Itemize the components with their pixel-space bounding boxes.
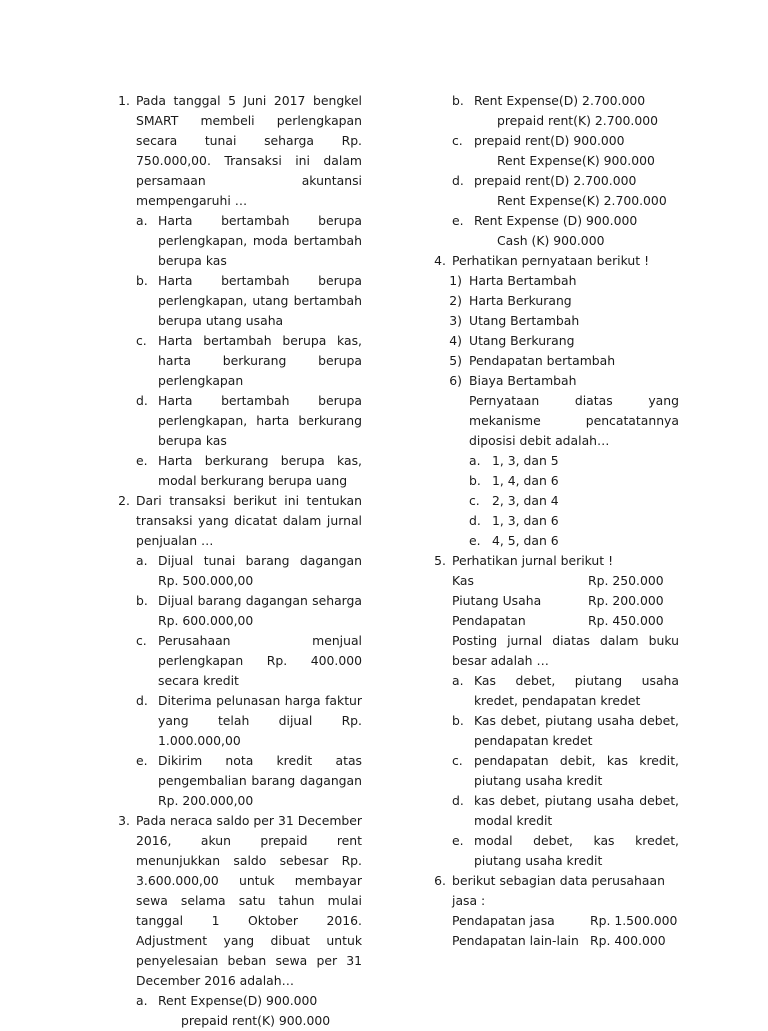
option-c: c. Perusahaan menjual perlengkapan Rp. 400.000 secara kredit (136, 633, 362, 688)
question-1 (108, 91, 362, 491)
option-e: e. 4, 5, dan 6 (469, 533, 559, 548)
option-b: b. Kas debet, piutang usaha debet, pendapatan kredet (452, 713, 679, 748)
question-text: Pada neraca saldo per 31 December 2016, akun prepaid rent menunjukkan saldo sebesar Rp. 3.600.000,00 untuk membayar sewa selama satu tahun mulai tanggal 1 Oktober 2016. Adjustment yang dibuat untuk penyelesaian beban sewa per 31 December 2016 adalah… (136, 813, 362, 988)
question-3 (108, 811, 362, 1031)
journal-debit: Rent Expense (D) 900.000 (474, 213, 638, 228)
journal-credit: prepaid rent(K) 2.700.000 (497, 113, 658, 128)
journal-debit: prepaid rent(D) 2.700.000 (474, 173, 637, 188)
option-d: d. prepaid rent(D) 2.700.000 Rent Expense(K) 2.700.000 (452, 171, 679, 211)
statement-item: 6) Biaya Bertambah (449, 373, 577, 388)
option-e: e. Dikirim nota kredit atas pengembalian barang dagangan Rp. 200.000,00 (136, 753, 362, 808)
question-2 (108, 491, 362, 811)
journal-row: Piutang Usaha Rp. 200.000 (452, 593, 664, 608)
question-4 (424, 251, 679, 271)
option-a: a. Rent Expense(D) 900.000 prepaid rent(K) 900.000 (136, 991, 362, 1031)
option-c: c. pendapatan debit, kas kredit, piutang usaha kredit (452, 753, 679, 788)
option-e: e. modal debet, kas kredet, piutang usaha kredit (452, 833, 679, 868)
question-4-prompt: Pernyataan diatas yang mekanisme pencatatannya diposisi debit adalah… (469, 393, 679, 448)
option-b: b. 1, 4, dan 6 (469, 473, 559, 488)
option-a: a. Harta bertambah berupa perlengkapan, moda bertambah berupa kas (136, 213, 362, 268)
question-6 (424, 871, 679, 951)
statement-item: 4) Utang Berkurang (449, 333, 575, 348)
journal-debit: prepaid rent(D) 900.000 (474, 133, 625, 148)
statement-item: 5) Pendapatan bertambah (449, 353, 616, 368)
option-c: c. prepaid rent(D) 900.000 Rent Expense(K) 900.000 (452, 131, 679, 171)
option-a: a. Dijual tunai barang dagangan Rp. 500.000,00 (136, 553, 362, 588)
question-text: Pada tanggal 5 Juni 2017 bengkel SMART membeli perlengkapan secara tunai seharga Rp. 750.000,00. Transaksi ini dalam persamaan akuntansi mempengaruhi … (136, 93, 362, 208)
journal-credit: Rent Expense(K) 2.700.000 (497, 193, 667, 208)
journal-row: Pendapatan Rp. 450.000 (452, 613, 664, 628)
question-text: berikut sebagian data perusahaan jasa : (452, 873, 665, 908)
question-number: 2. (118, 493, 130, 508)
data-row: Pendapatan jasa Rp. 1.500.000 (452, 913, 678, 928)
data-row: Pendapatan lain-lain Rp. 400.000 (452, 933, 666, 948)
question-number: 3. (118, 813, 130, 828)
question-5 (424, 551, 679, 871)
left-column (108, 91, 362, 1031)
right-column (424, 91, 679, 951)
option-c: c. Harta bertambah berupa kas, harta berkurang berupa perlengkapan (136, 333, 362, 388)
question-text: Perhatikan jurnal berikut ! (452, 553, 614, 568)
journal-credit: Rent Expense(K) 900.000 (497, 153, 655, 168)
option-e: e. Harta berkurang berupa kas, modal berkurang berupa uang (136, 453, 362, 488)
question-number: 1. (118, 93, 130, 108)
statement-item: 2) Harta Berkurang (449, 293, 572, 308)
option-a: a. Kas debet, piutang usaha kredet, pendapatan kredet (452, 673, 679, 708)
option-e: e. Rent Expense (D) 900.000 Cash (K) 900.000 (452, 211, 679, 251)
option-d: d. Harta bertambah berupa perlengkapan, harta berkurang berupa kas (136, 393, 362, 448)
option-d: d. kas debet, piutang usaha debet, modal kredit (452, 793, 679, 828)
option-d: d. 1, 3, dan 6 (469, 513, 559, 528)
question-text: Perhatikan pernyataan berikut ! (452, 253, 650, 268)
question-text: Dari transaksi berikut ini tentukan transaksi yang dicatat dalam jurnal penjualan … (136, 493, 362, 548)
option-d: d. Diterima pelunasan harga faktur yang telah dijual Rp. 1.000.000,00 (136, 693, 362, 748)
journal-debit: Rent Expense(D) 2.700.000 (474, 93, 646, 108)
option-b: b. Rent Expense(D) 2.700.000 prepaid rent(K) 2.700.000 (452, 91, 679, 131)
question-number: 6. (434, 873, 446, 888)
question-number: 5. (434, 553, 446, 568)
option-a: a. 1, 3, dan 5 (469, 453, 559, 468)
statement-item: 3) Utang Bertambah (449, 313, 580, 328)
option-b: b. Dijual barang dagangan seharga Rp. 600.000,00 (136, 593, 362, 628)
option-b: b. Harta bertambah berupa perlengkapan, utang bertambah berupa utang usaha (136, 273, 362, 328)
question-5-prompt: Posting jurnal diatas dalam buku besar adalah … (452, 633, 679, 668)
question-3-continued (424, 91, 679, 251)
option-c: c. 2, 3, dan 4 (469, 493, 559, 508)
journal-credit: Cash (K) 900.000 (497, 233, 605, 248)
journal-debit: Rent Expense(D) 900.000 (158, 993, 318, 1008)
question-number: 4. (434, 253, 446, 268)
journal-row: Kas Rp. 250.000 (452, 573, 664, 588)
statement-item: 1) Harta Bertambah (449, 273, 577, 288)
journal-credit: prepaid rent(K) 900.000 (181, 1013, 331, 1028)
